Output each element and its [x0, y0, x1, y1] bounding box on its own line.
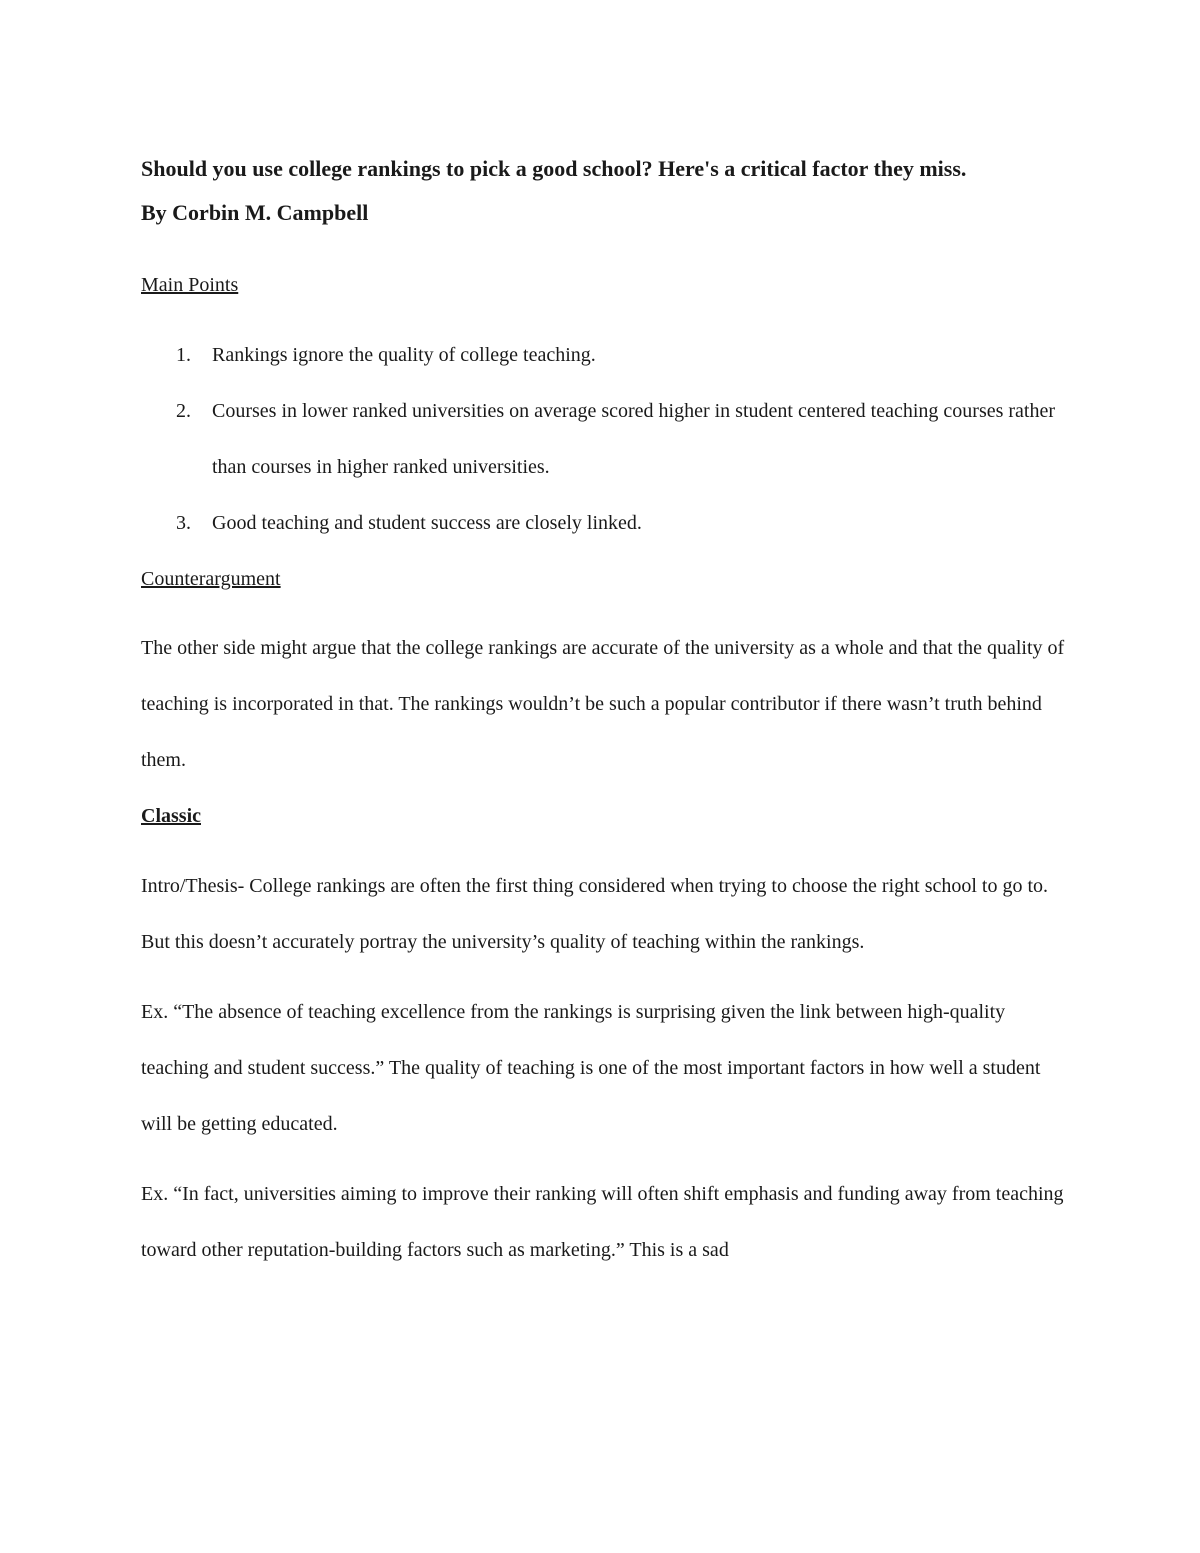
list-item-number: 2. — [176, 400, 191, 422]
article-author: By Corbin M. Campbell — [141, 200, 369, 225]
example-paragraph-1: Ex. “The absence of teaching excellence from the rankings is surprising given the link between high-quality teaching and student success.” The quality of teaching is one of the most important factors in how well a student will be getting educated. — [141, 1001, 1041, 1135]
example-paragraph-2: Ex. “In fact, universities aiming to improve their ranking will often shift emphasis and funding away from teaching toward other reputation-building factors such as marketing.” This is a sad — [141, 1183, 1064, 1261]
list-item-text: Rankings ignore the quality of college teaching. — [212, 344, 596, 366]
counterargument-heading: Counterargument — [141, 568, 281, 590]
list-item-number: 3. — [176, 512, 191, 534]
list-item-number: 1. — [176, 344, 191, 366]
main-points-list — [141, 327, 1066, 551]
document-body — [141, 155, 1066, 1278]
list-item-text: Courses in lower ranked universities on average scored higher in student centered teaching courses rather than courses in higher ranked universities. — [212, 400, 1056, 478]
list-item — [141, 495, 1066, 551]
classic-heading: Classic — [141, 805, 201, 827]
counterargument-paragraph: The other side might argue that the college rankings are accurate of the university as a whole and that the quality of teaching is incorporated in that. The rankings wouldn’t be such a popular contributor if there wasn’t truth behind them. — [141, 637, 1065, 771]
main-points-heading: Main Points — [141, 274, 239, 296]
article-title: Should you use college rankings to pick a good school? Here's a critical factor they miss. — [141, 156, 967, 181]
intro-thesis-paragraph: Intro/Thesis- College rankings are often the first thing considered when trying to choose the right school to go to. But this doesn’t accurately portray the university’s quality of teaching within the rankings. — [141, 875, 1049, 953]
list-item — [141, 327, 1066, 383]
list-item — [141, 383, 1066, 495]
list-item-text: Good teaching and student success are closely linked. — [212, 512, 642, 534]
